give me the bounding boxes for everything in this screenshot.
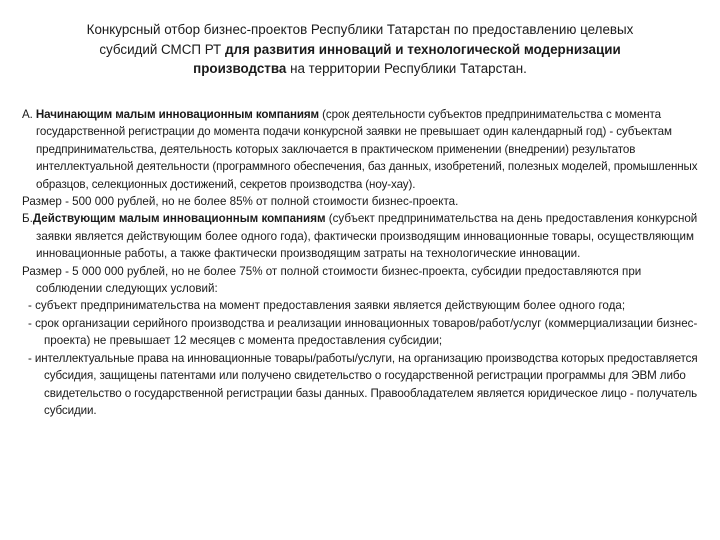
section-a-prefix: А. [22,108,36,121]
title-line-3 [40,59,680,79]
section-b-text: (субъект предпринимательства на день предоставления конкурсной заявки является действующим более одного года), фактически производящим инновационные товары, осуществляющим инновационные работы, а также фактически производящим затраты на технологические инновации. [36,212,698,261]
condition-item: - субъект предпринимательства на момент предоставления заявки является действующим более одного года; [28,299,626,313]
title-line-3-bold: производства [193,61,287,76]
title-line-2 [40,40,680,60]
condition-item: - интеллектуальные права на инновационные товары/работы/услуги, на организацию производства которых предоставляется субсидия, защищены патентами или получено свидетельство о государственной регистрации программы для ЭВМ либо свидетельство о государственной регистрации базы данных. Правообладателем является юридическое лицо - получатель субсидии. [28,351,698,417]
section-a-size: Размер - 500 000 рублей, но не более 85% от полной стоимости бизнес-проекта. [22,195,459,209]
slide-body [22,106,702,419]
title-line-2-bold: для развития инноваций и технологической модернизации [224,41,621,57]
title-line-2-plain: субсидий СМСП РТ [99,41,225,57]
section-b-heading: Действующим малым инновационным компаниям [32,212,326,226]
title-line-1: Конкурсный отбор бизнес-проектов Республики Татарстан по предоставлению целевых [86,22,634,37]
section-b-paragraph [22,210,702,262]
section-a-heading: Начинающим малым инновационным компаниям [35,108,320,121]
section-a-paragraph [22,106,702,193]
title-line-3-plain: на территории Республики Татарстан. [286,61,527,76]
slide-title [40,20,680,79]
section-a-text: (срок деятельности субъектов предпринимательства с момента государственной регистрации до момента подачи конкурсной заявки не превышает один календарный год) - субъектам предпринимательства, деятельность которых заключается в практическом применении (внедрении) результатов интеллектуальной деятельности (программного обеспечения, баз данных, изобретений, полезных моделей, промышленных образцов, селекционных достижений, секретов производства (ноу-хау). [36,108,698,191]
section-b-size: Размер - 5 000 000 рублей, но не более 75% от полной стоимости бизнес-проекта, субсидии предоставляются при соблюдении следующих условий: [22,264,642,296]
section-b-prefix: Б. [22,212,33,226]
condition-item: - срок организации серийного производства и реализации инновационных товаров/работ/услуг (коммерциализации бизнес-проекта) не превышает 12 месяцев с момента предоставления субсидии; [28,316,698,348]
